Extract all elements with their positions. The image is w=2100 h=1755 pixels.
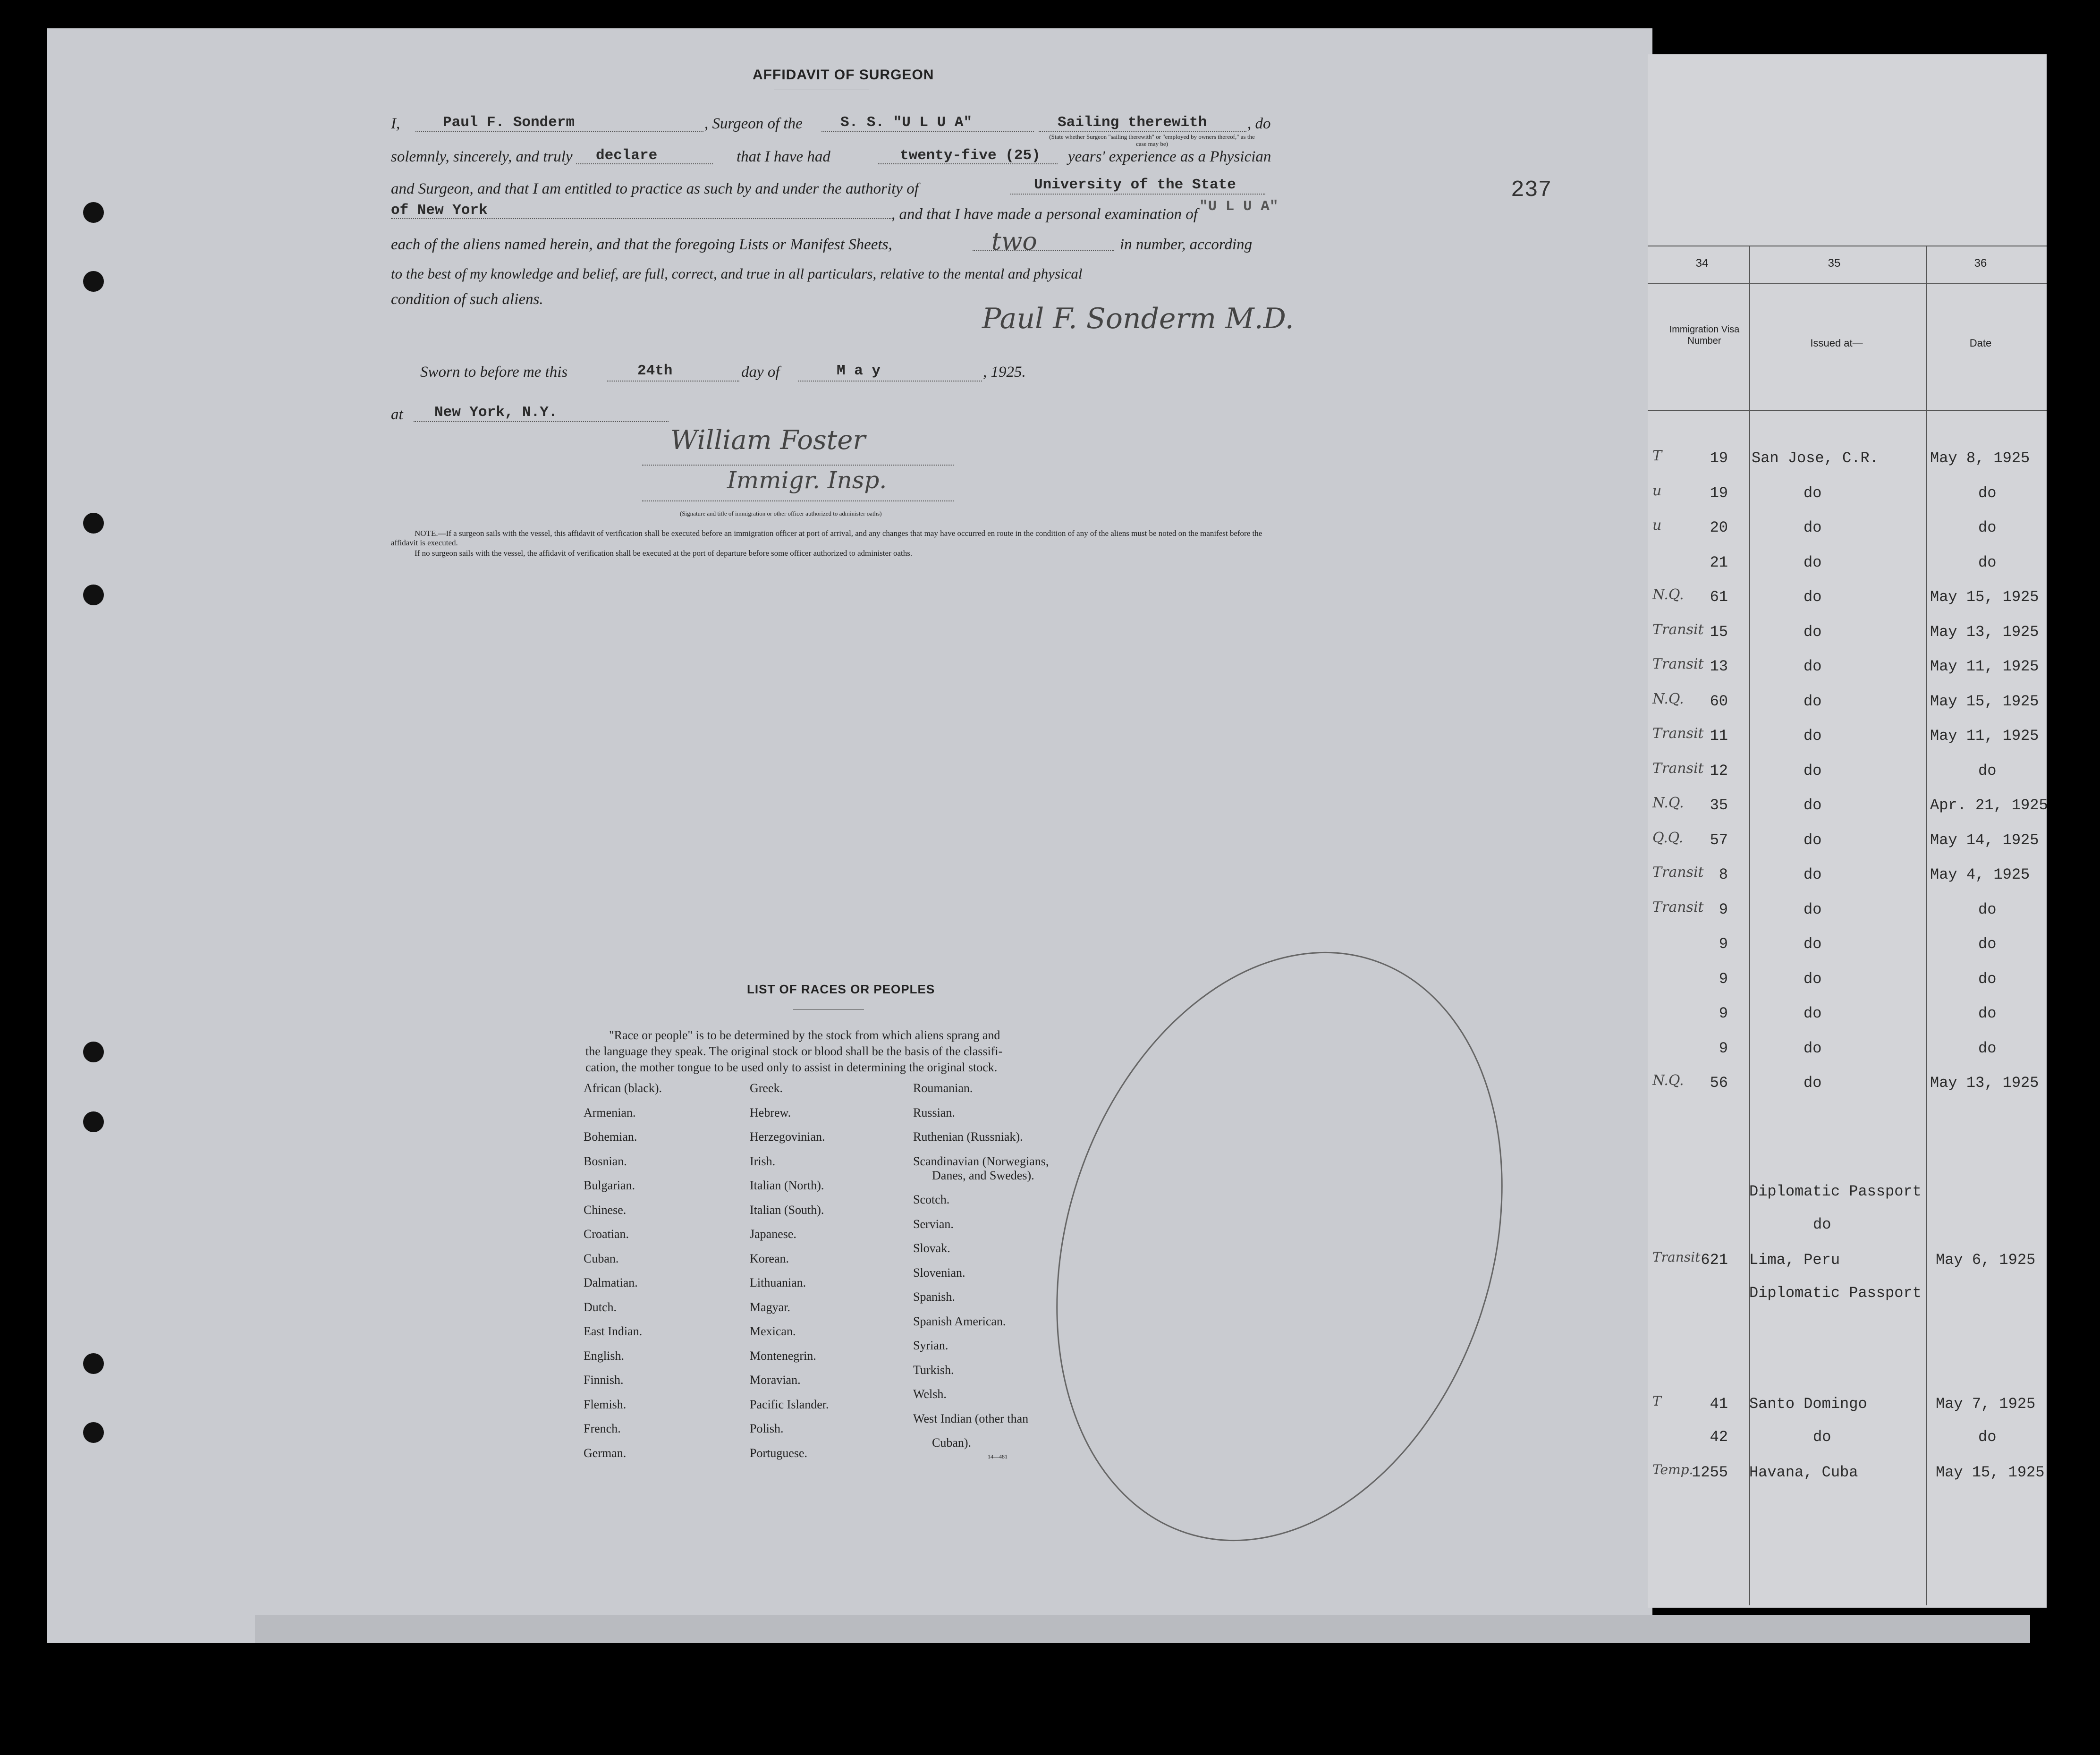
visa-number: 8 <box>1719 866 1728 883</box>
visa-date: May 14, 1925 <box>1930 831 2039 849</box>
issued-at: Havana, Cuba <box>1749 1464 1858 1481</box>
visa-date: do <box>1978 484 1997 502</box>
race-entry: Herzegovinian. <box>750 1130 825 1144</box>
visa-date: May 11, 1925 <box>1930 658 2039 675</box>
row-mark: N.Q. <box>1652 795 1684 811</box>
declare-field: declare <box>596 147 658 164</box>
visa-date: Apr. 21, 1925 <box>1930 797 2048 814</box>
visa-number: 21 <box>1710 553 1728 571</box>
row-mark: Temp. <box>1652 1462 1694 1477</box>
fill-line <box>798 381 982 382</box>
issued-at: do <box>1804 519 1822 536</box>
text: at <box>391 406 403 423</box>
visa-number: 35 <box>1710 797 1728 814</box>
race-entry: Cuban). <box>932 1436 972 1450</box>
text: Sworn to before me this <box>420 364 568 381</box>
visa-date: do <box>1978 935 1997 953</box>
visa-number: 57 <box>1710 831 1728 849</box>
visa-date: do <box>1978 1005 1997 1022</box>
surgeon-name-field: Paul F. Sonderm <box>443 114 575 131</box>
visa-number: 9 <box>1719 1039 1728 1057</box>
place-field: New York, N.Y. <box>434 404 558 421</box>
text: years' experience as a Physician <box>1068 148 1271 165</box>
fill-line <box>576 163 713 164</box>
row-mark: Transit <box>1652 760 1704 777</box>
race-entry: Montenegrin. <box>750 1348 816 1363</box>
row-mark: N.Q. <box>1652 1072 1684 1089</box>
visa-date: May 4, 1925 <box>1930 866 2030 883</box>
underlying-page-edge <box>255 1615 2030 1643</box>
races-intro-1: "Race or people" is to be determined by the stock from which aliens sprang and <box>609 1028 1000 1042</box>
visa-date: May 15, 1925 <box>1930 692 2039 710</box>
race-entry: Portuguese. <box>750 1446 808 1460</box>
binder-hole <box>83 1111 104 1132</box>
fill-line <box>973 250 1114 251</box>
officer-signature: William Foster <box>670 425 866 456</box>
signature-caption: (Signature and title of immigration or other officer authorized to administer oaths) <box>680 510 882 517</box>
officer-title: Immigr. Insp. <box>727 466 887 494</box>
race-entry: English. <box>584 1348 624 1363</box>
issued-at: do <box>1813 1216 1831 1233</box>
race-entry: Korean. <box>750 1251 789 1265</box>
text: , Surgeon of the <box>704 115 803 132</box>
race-entry: Lithuanian. <box>750 1276 806 1289</box>
text: and Surgeon, and that I am entitled to practice as such by and under the authority of <box>391 180 919 197</box>
text: to the best of my knowledge and belief, are full, correct, and true in all particulars, relative to the mental and physical <box>391 265 1083 282</box>
issued-at: Lima, Peru <box>1749 1251 1840 1269</box>
text: condition of such aliens. <box>391 291 543 308</box>
visa-date: May 11, 1925 <box>1930 727 2039 745</box>
fill-line <box>607 381 739 382</box>
row-mark: u <box>1652 517 1662 534</box>
race-entry: Ruthenian (Russniak). <box>913 1130 1023 1144</box>
race-entry: Servian. <box>913 1217 954 1231</box>
text: solemnly, sincerely, and truly <box>391 148 573 165</box>
form-code: 14—481 <box>988 1453 1008 1460</box>
text: , do <box>1247 115 1271 132</box>
race-entry: Italian (North). <box>750 1178 824 1192</box>
race-entry: German. <box>584 1446 627 1460</box>
visa-number: 19 <box>1710 484 1728 502</box>
issued-at: do <box>1813 1428 1831 1446</box>
fill-line <box>642 500 954 501</box>
issued-at: San Jose, C.R. <box>1752 449 1879 467</box>
fill-line <box>821 131 1034 132</box>
row-mark: u <box>1652 482 1662 499</box>
fill-line <box>414 421 669 422</box>
row-mark: Transit <box>1652 1249 1701 1265</box>
races-intro-2: the language they speak. The original stock or blood shall be the basis of the classifi- <box>585 1044 1003 1058</box>
text: each of the aliens named herein, and that the foregoing Lists or Manifest Sheets, <box>391 236 892 253</box>
visa-number: 42 <box>1710 1428 1728 1446</box>
binder-hole <box>83 1422 104 1443</box>
visa-number: 20 <box>1710 519 1728 536</box>
row-mark: Transit <box>1652 621 1704 638</box>
visa-number: 15 <box>1710 623 1728 641</box>
visa-date: do <box>1978 519 1997 536</box>
race-entry: Polish. <box>750 1422 784 1435</box>
years-field: twenty-five (25) <box>900 147 1041 164</box>
visa-number: 19 <box>1710 449 1728 467</box>
issued-at: do <box>1804 658 1822 675</box>
issued-at: do <box>1804 484 1822 502</box>
visa-date: May 7, 1925 <box>1936 1395 2036 1413</box>
sailing-status-field: Sailing therewith <box>1058 114 1207 131</box>
race-entry: Scandinavian (Norwegians, <box>913 1154 1049 1168</box>
races-intro-3: cation, the mother tongue to be used only to assist in determining the original stock. <box>585 1060 998 1074</box>
race-entry: Greek. <box>750 1081 783 1095</box>
fill-line <box>1010 194 1265 195</box>
race-entry: Italian (South). <box>750 1203 824 1217</box>
text: , and that I have made a personal examination of <box>891 206 1198 223</box>
issued-at: Diplomatic Passport <box>1749 1183 1922 1200</box>
row-mark: Q.Q. <box>1652 829 1684 846</box>
visa-date: do <box>1978 900 1997 918</box>
race-entry: Dalmatian. <box>584 1276 638 1289</box>
visa-date: do <box>1978 1428 1997 1446</box>
row-mark: N.Q. <box>1652 690 1684 707</box>
drawn-oval <box>1029 925 1539 1563</box>
col-34-number: 34 <box>1695 257 1709 270</box>
race-entry: Moravian. <box>750 1373 801 1387</box>
note-2: If no surgeon sails with the vessel, the affidavit of verification shall be executed at the port of departure before some officer authorized to administer oaths. <box>415 549 913 558</box>
col-36-header: Date <box>1969 337 1992 349</box>
binder-hole <box>83 271 104 292</box>
race-entry: Russian. <box>913 1105 955 1119</box>
race-entry: Croatian. <box>584 1227 629 1241</box>
ship-name-field: S. S. "U L U A" <box>840 114 973 131</box>
issued-at: do <box>1804 623 1822 641</box>
issued-at: do <box>1804 866 1822 883</box>
authority-field-2: of New York <box>391 202 488 219</box>
visa-date: do <box>1978 762 1997 780</box>
visa-number: 11 <box>1710 727 1728 745</box>
text: in number, according <box>1120 236 1253 253</box>
fill-line <box>878 163 1058 164</box>
affidavit-line-1 <box>391 115 400 133</box>
table-rule <box>1648 283 2047 284</box>
issued-at: do <box>1804 588 1822 606</box>
race-entry: Bosnian. <box>584 1154 627 1168</box>
sheets-field: two <box>991 228 1037 256</box>
visa-date: do <box>1978 970 1997 988</box>
visa-number: 1255 <box>1692 1464 1728 1481</box>
col-36-number: 36 <box>1974 257 1987 270</box>
visa-date: May 13, 1925 <box>1930 1074 2039 1092</box>
binder-hole <box>83 513 104 534</box>
race-entry: Spanish American. <box>913 1314 1006 1328</box>
race-entry: Slovak. <box>913 1241 950 1255</box>
row-mark: Transit <box>1652 899 1704 916</box>
visa-date: May 15, 1925 <box>1936 1464 2045 1481</box>
issued-at: Diplomatic Passport <box>1749 1284 1922 1302</box>
visa-date: May 8, 1925 <box>1930 449 2030 467</box>
visa-number: 61 <box>1710 588 1728 606</box>
race-entry: Flemish. <box>584 1397 627 1411</box>
race-entry: Danes, and Swedes). <box>932 1168 1034 1182</box>
fill-line <box>1039 131 1246 132</box>
visa-number: 13 <box>1710 658 1728 675</box>
fill-line <box>391 218 891 219</box>
issued-at: do <box>1804 1039 1822 1057</box>
surgeon-signature: Paul F. Sonderm M.D. <box>982 302 1294 335</box>
row-mark: T <box>1652 448 1662 464</box>
issued-at: do <box>1804 553 1822 571</box>
title-rule <box>793 1009 864 1010</box>
visa-number: 9 <box>1719 900 1728 918</box>
table-rule <box>1648 410 2047 411</box>
issued-at: do <box>1804 900 1822 918</box>
issued-at: Santo Domingo <box>1749 1395 1867 1413</box>
visa-date: May 13, 1925 <box>1930 623 2039 641</box>
fill-line <box>642 465 954 466</box>
race-entry: Turkish. <box>913 1363 954 1377</box>
race-entry: Chinese. <box>584 1203 627 1217</box>
race-entry: Pacific Islander. <box>750 1397 829 1411</box>
note-1: NOTE.—If a surgeon sails with the vessel, this affidavit of verification shall be executed before an immigration officer at port of arrival, and any changes that may have occurred en route in the condition of any of the aliens must be noted on the manifest before the affidavit is executed. <box>391 529 1262 547</box>
visa-number: 9 <box>1719 970 1728 988</box>
race-entry: Syrian. <box>913 1339 948 1352</box>
text: , 1925. <box>983 364 1026 381</box>
issued-at: do <box>1804 762 1822 780</box>
race-entry: Cuban. <box>584 1251 619 1265</box>
text: day of <box>741 364 780 381</box>
race-entry: Bohemian. <box>584 1130 637 1144</box>
race-entry: Hebrew. <box>750 1105 791 1119</box>
race-entry: Mexican. <box>750 1324 796 1338</box>
issued-at: do <box>1804 727 1822 745</box>
race-entry: Japanese. <box>750 1227 796 1241</box>
visa-number: 41 <box>1710 1395 1728 1413</box>
binder-hole <box>83 585 104 605</box>
fill-line <box>415 131 703 132</box>
issued-at: do <box>1804 797 1822 814</box>
row-mark: Transit <box>1652 864 1704 881</box>
row-mark: Transit <box>1652 656 1704 672</box>
race-entry: French. <box>584 1422 621 1435</box>
ship-overlay: "U L U A" <box>1199 198 1279 215</box>
issued-at: do <box>1804 831 1822 849</box>
visa-number: 9 <box>1719 935 1728 953</box>
issued-at: do <box>1804 1074 1822 1092</box>
page-number: 237 <box>1511 178 1552 203</box>
race-entry: Bulgarian. <box>584 1178 635 1192</box>
binder-hole <box>83 1353 104 1374</box>
binder-hole <box>83 202 104 223</box>
affidavit-title: AFFIDAVIT OF SURGEON <box>753 67 934 83</box>
visa-date: May 15, 1925 <box>1930 588 2039 606</box>
race-entry: Finnish. <box>584 1373 624 1387</box>
race-entry: Scotch. <box>913 1193 950 1206</box>
visa-number: 621 <box>1701 1251 1728 1269</box>
race-entry: Roumanian. <box>913 1081 973 1095</box>
state-note: (State whether Surgeon "sailing therewith" or "employed by owners thereof," as the case may be) <box>1049 133 1255 147</box>
issued-at: do <box>1804 970 1822 988</box>
row-mark: N.Q. <box>1652 586 1684 603</box>
race-entry: Armenian. <box>584 1105 636 1119</box>
race-entry: Slovenian. <box>913 1265 965 1280</box>
issued-at: do <box>1804 692 1822 710</box>
text: that I have had <box>737 148 830 165</box>
race-entry: West Indian (other than <box>913 1411 1029 1425</box>
visa-number: 56 <box>1710 1074 1728 1092</box>
visa-date: May 6, 1925 <box>1936 1251 2036 1269</box>
row-mark: T <box>1652 1393 1661 1409</box>
col-35-number: 35 <box>1828 257 1841 270</box>
visa-date: do <box>1978 1039 1997 1057</box>
race-entry: Dutch. <box>584 1300 617 1314</box>
binder-hole <box>83 1042 104 1062</box>
issued-at: do <box>1804 1005 1822 1022</box>
race-entry: African (black). <box>584 1081 662 1095</box>
visa-date: do <box>1978 553 1997 571</box>
row-mark: Transit <box>1652 725 1704 742</box>
sworn-month-field: M a y <box>837 363 881 379</box>
visa-number: 60 <box>1710 692 1728 710</box>
race-entry: Welsh. <box>913 1387 947 1401</box>
race-entry: Irish. <box>750 1154 776 1168</box>
race-entry: Spanish. <box>913 1290 955 1304</box>
sworn-day-field: 24th <box>637 363 673 379</box>
races-title: LIST OF RACES OR PEOPLES <box>747 982 935 996</box>
race-entry: Magyar. <box>750 1300 790 1314</box>
visa-number: 9 <box>1719 1005 1728 1022</box>
table-rule <box>1926 246 1927 1605</box>
visa-number: 12 <box>1710 762 1728 780</box>
col-35-header: Issued at— <box>1810 337 1863 349</box>
issued-at: do <box>1804 935 1822 953</box>
col-34-header: Immigration Visa Number <box>1669 324 1740 346</box>
authority-field-1: University of the State <box>1034 177 1236 193</box>
text: I, <box>391 115 400 132</box>
race-entry: East Indian. <box>584 1324 643 1338</box>
